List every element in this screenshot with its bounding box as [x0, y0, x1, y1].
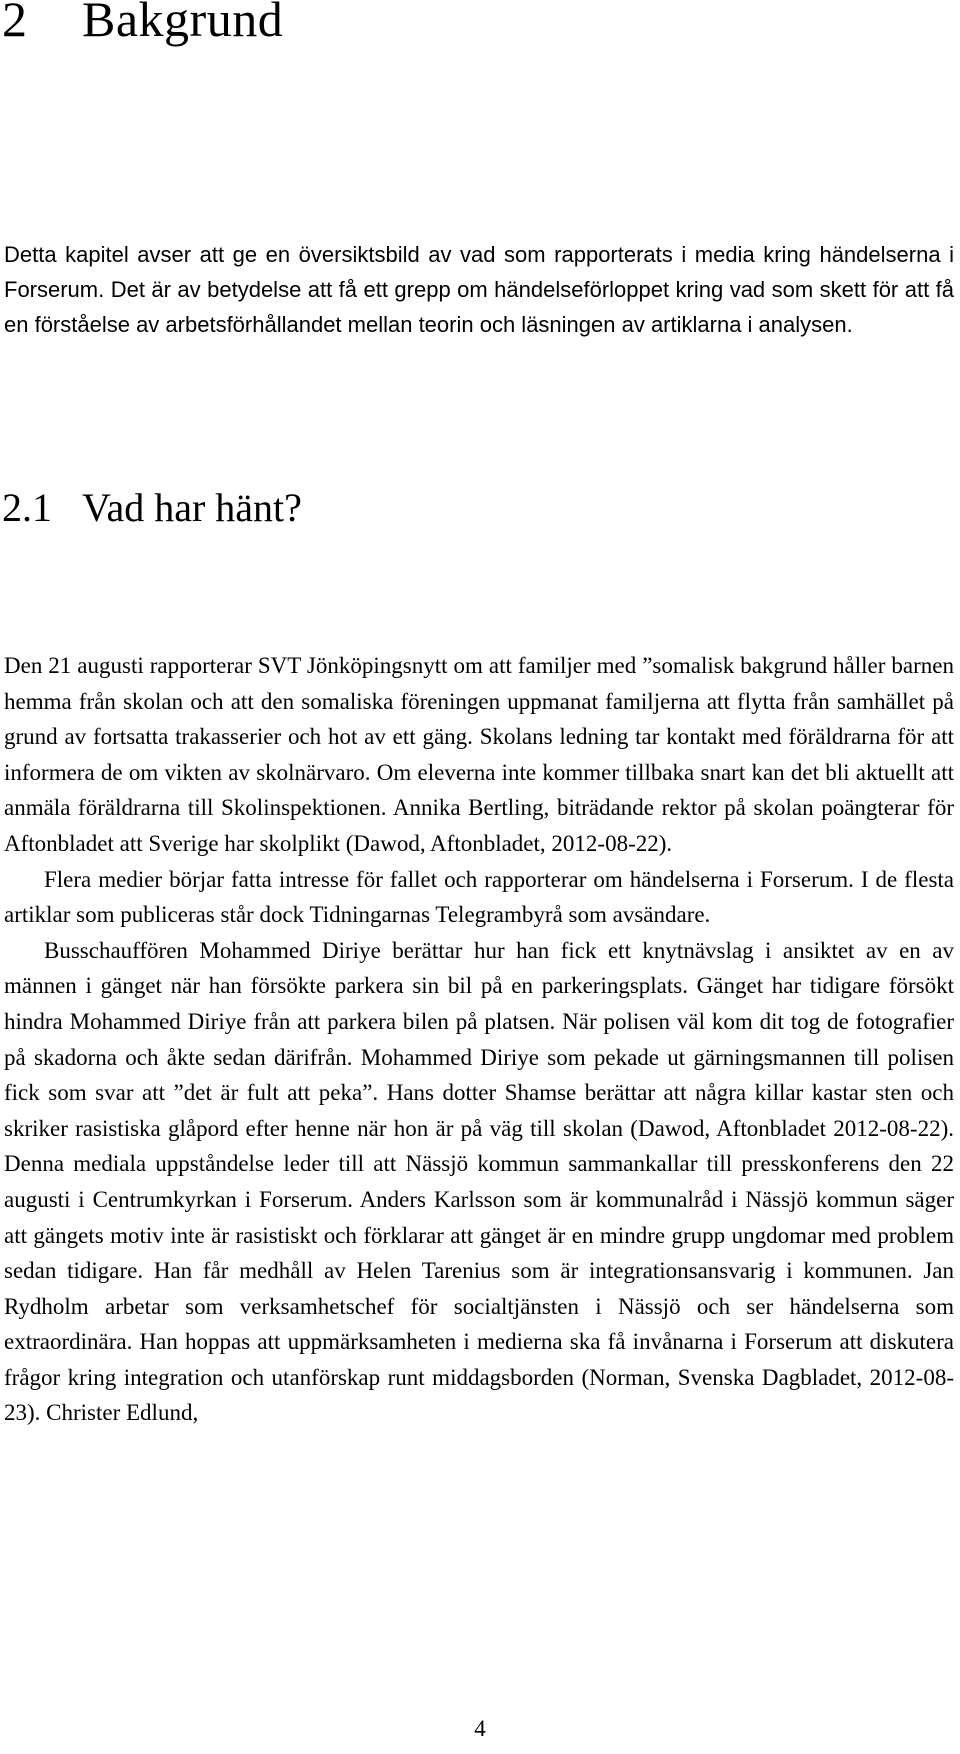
- chapter-heading: [2, 0, 283, 48]
- section-heading: [2, 484, 302, 531]
- body-paragraph: Flera medier börjar fatta intresse för fallet och rapporterar om händelserna i Forserum. I de flesta artiklar som publiceras står dock Tidningarnas Telegrambyrå som avsändare.: [4, 866, 954, 928]
- section-title: Vad har hänt?: [82, 485, 302, 530]
- body-paragraph: Busschauffören Mohammed Diriye berättar hur han fick ett knytnävslag i ansiktet av en av männen i gänget när han försökte parkera sin bil på en parkeringsplats. Gänget har tidigare försökt hindra Mohammed Diriye från att parkera bilen på platsen. När polisen väl kom dit tog de fotografier på skadorna och åkte sedan därifrån. Mohammed Diriye som pekade ut gärningsmannen till polisen fick som svar att ”det är fult att peka”. Hans dotter Shamse berättar att några killar kastar sten och skriker rasistiska glåpord efter henne när hon är på väg till skolan (Dawod, Aftonbladet 2012-08-22). Denna mediala uppståndelse leder till att Nässjö kommun sammankallar till presskonferens den 22 augusti i Centrumkyrkan i Forserum. Anders Karlsson som är kommunalråd i Nässjö kommun säger att gängets motiv inte är rasistiskt och förklarar att gänget är en mindre grupp ungdomar med problem sedan tidigare. Han får medhåll av Helen Tarenius som är integrationsansvarig i kommunen. Jan Rydholm arbetar som verksamhetschef för socialtjänsten i Nässjö och ser händelserna som extraordinära. Han hoppas att uppmärksamheten i medierna ska få invånarna i Forserum att diskutera frågor kring integration och utanförskap runt middagsborden (Norman, Svenska Dagbladet, 2012-08-23). Christer Edlund,: [4, 937, 954, 1426]
- intro-paragraph: Detta kapitel avser att ge en översiktsbild av vad som rapporterats i media kring händelserna i Forserum. Det är av betydelse att få ett grepp om händelseförloppet kring vad som skett för att få en förståelse av arbetsförhållandet mellan teorin och läsningen av artiklarna i analysen.: [4, 242, 954, 337]
- chapter-number: 2: [2, 0, 28, 47]
- section-body: [4, 648, 954, 1431]
- body-paragraph: Den 21 augusti rapporterar SVT Jönköpingsnytt om att familjer med ”somalisk bakgrund håller barnen hemma från skolan och att den somaliska föreningen uppmanat familjerna att flytta från samhället på grund av fortsatta trakasserier och hot av ett gäng. Skolans ledning tar kontakt med föräldrarna för att informera de om vikten av skolnärvaro. Om eleverna inte kommer tillbaka snart kan det bli aktuellt att anmäla föräldrarna till Skolinspektionen. Annika Bertling, biträdande rektor på skolan poängterar för Aftonbladet att Sverige har skolplikt (Dawod, Aftonbladet, 2012-08-22).: [4, 653, 954, 856]
- section-number: 2.1: [2, 485, 52, 530]
- page-number: 4: [474, 1716, 486, 1741]
- chapter-title: Bakgrund: [82, 0, 284, 47]
